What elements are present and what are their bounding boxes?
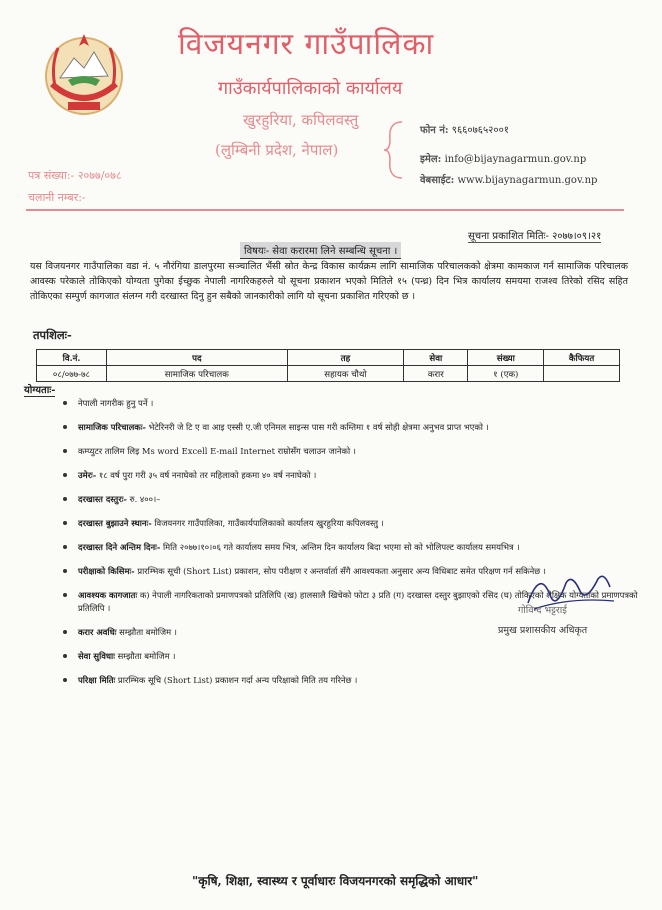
email-address[interactable]: info@bijaynagarmun.gov.np — [444, 154, 587, 165]
item-text: नेपाली नागरीक हुनु पर्ने । — [78, 398, 154, 408]
table-cell: करार — [404, 366, 468, 382]
item-label: दरखास्त दिने अन्तिम दिनः- — [78, 542, 161, 552]
item-text: १८ वर्ष पुरा गरी ३५ वर्ष ननाघेको तर महिलाको हकमा ४० वर्ष ननाघेको । — [96, 470, 317, 480]
item-label: परिक्षा मितिः — [78, 675, 116, 685]
item-label: सामाजिक परिचालकः- — [78, 422, 146, 432]
signatory-title: प्रमुख प्रशासकीय अधिकृत — [498, 625, 588, 636]
item-label: दरखास्त बुझाउने स्थानः- — [78, 518, 152, 528]
list-item — [78, 445, 630, 458]
item-text: सम्झौता बमोजिम । — [114, 651, 176, 661]
reference-number: पत्र संख्या:- २०७७/०७८ — [28, 169, 122, 182]
column-header: संख्या — [468, 350, 544, 366]
table-cell: ०८/०७७-७८ — [37, 366, 107, 382]
contact-bracket-icon — [382, 120, 404, 180]
qualifications-heading: योग्यताः- — [24, 382, 55, 397]
item-text: विजयनगर गाउँपालिका, गाउँकार्यपालिकाको कार्यालय खुरहुरिया कपिलवस्तु । — [151, 518, 384, 528]
list-item — [78, 469, 630, 482]
office-province: (लुम्बिनी प्रदेश, नेपाल) — [215, 141, 339, 159]
publication-date: सूचना प्रकाशित मितिः- २०७७।०९।२१ — [468, 228, 601, 243]
table-cell: १ (एक) — [468, 366, 544, 382]
list-item — [78, 397, 630, 410]
details-heading: तपशिलः- — [33, 328, 72, 342]
column-header: सेवा — [404, 350, 468, 366]
item-text: क) नेपाली नागरिकताको प्रमाणपत्रको प्रतिलिपि (ख) हालसालै खिचेको फोटा ३ प्रति (ग) दरखास्त दस्तुर बुझाएको रसिद (घ) तोकिएको शैक्षिक योग्यताको प्रमाणपत्रको प्रतिलिपि । — [78, 590, 638, 613]
list-item — [78, 493, 630, 506]
table-cell — [544, 366, 620, 382]
item-text: कम्प्युटर तालिम लिइ Ms word Excell E-mail Internet राम्रोसँग चलाउन जानेको । — [78, 446, 356, 456]
vacancy-table — [36, 349, 620, 382]
signature-scribble-icon — [510, 565, 620, 625]
column-header: कैफियत — [544, 350, 620, 366]
item-text: भेटेरिनरी जे टि ए वा आइ एस्सी ए.जी एनिमल साइन्स पास गरी कम्तिमा १ वर्ष सोही क्षेत्रमा अनुभव प्राप्त भएको । — [145, 422, 489, 432]
dispatch-number: चलानी नम्बर:- — [28, 191, 86, 204]
item-text: प्रारम्भिक सूचि (Short List) प्रकाशन गर्दा अन्य परिक्षाको मिति तय गरिनेछ । — [115, 675, 358, 685]
phone-label: फोन नं: — [420, 125, 449, 136]
column-header: पद — [106, 350, 287, 366]
item-text: रु. ४००।– — [126, 494, 161, 504]
item-label: परीक्षाको किसिमः- — [78, 566, 135, 576]
list-item — [78, 650, 630, 663]
email-label: इमेल: — [420, 154, 442, 165]
office-address: खुरहुरिया, कपिलवस्तु — [243, 111, 359, 129]
office-name: विजयनगर गाउँपालिका — [178, 27, 435, 62]
website-label: वेबसाईट: — [420, 175, 455, 186]
list-item — [78, 541, 630, 554]
item-label: सेवा सुविधाः — [78, 651, 115, 661]
table-cell: सहायक चौथो — [287, 366, 404, 382]
item-label: आवश्यक कागजातः — [78, 590, 138, 600]
column-header: वि.नं. — [37, 350, 107, 366]
item-text: सम्झौता बमोजिम । — [116, 627, 177, 637]
list-item — [78, 674, 630, 687]
item-label: करार अवधिः — [78, 627, 117, 637]
item-label: उमेरः- — [78, 470, 97, 480]
header-divider — [26, 209, 624, 211]
phone-number: ९६६०७६५२००१ — [451, 125, 509, 136]
website-link[interactable]: www.bijaynagarmun.gov.np — [457, 175, 598, 186]
column-header: तह — [287, 350, 404, 366]
email-line — [420, 151, 586, 165]
item-text: प्रारम्भिक सूची (Short List) प्रकाशन, सोप परीक्षण र अन्तर्वार्ता सँगै आवश्यकता अनुसार अन्य विधिबाट समेत परिक्षण गर्न सकिनेछ । — [134, 566, 546, 576]
list-item — [78, 421, 630, 434]
list-item — [78, 517, 630, 530]
notice-body: यस विजयनगर गाउँपालिका वडा नं. ५ नौरंगिया डालपुरमा सञ्चालित भैंसी स्रोत केन्द्र विकास कार्यक्रम लागि सामाजिक परिचालकको क्षेत्रमा कामकाज गर्न सामाजिक परिचालक आवस्क परेकाले तोकिएको योग्यता पुगेका ईच्छुक नेपाली नागरिकहरुले यो सूचना प्रकाशन भएको मितिले १५ (पन्ध्र) दिन भित्र कार्यालय समयमा राजश्व तिरेको रसिद सहित तोकिएका सम्पुर्ण कागजात संलग्न गरी दरखास्त दिनु हुन सबैको जानकारीको लागि यो सूचना प्रकाशित गरिएको छ । — [30, 261, 628, 302]
signatory-name: गोविन्द भट्टराई — [518, 605, 567, 616]
website-line — [420, 172, 597, 186]
notice-subject: विषयः- सेवा करारमा लिने सम्बन्धि सूचना । — [240, 242, 401, 259]
item-label: दरखास्त दस्तुरः- — [78, 494, 127, 504]
table-header-row — [37, 350, 620, 366]
footer-motto: "कृषि, शिक्षा, स्वास्थ्य र पूर्वाधारः विजयनगरको समृद्धिको आधार" — [192, 874, 479, 888]
table-row — [37, 366, 620, 382]
table-cell: सामाजिक परिचालक — [106, 366, 287, 382]
nepal-emblem-icon — [38, 28, 130, 120]
office-subtitle: गाउँकार्यपालिकाको कार्यालय — [218, 78, 403, 99]
phone-line — [420, 122, 509, 136]
qualifications-list — [78, 397, 638, 698]
item-text: मिति २०७७।१०।०६ गते कार्यालय समय भित्र, अन्तिम दिन कार्यालय बिदा भएमा सो को भोलिपल्ट कार्यालय समयभित्र । — [160, 542, 520, 552]
